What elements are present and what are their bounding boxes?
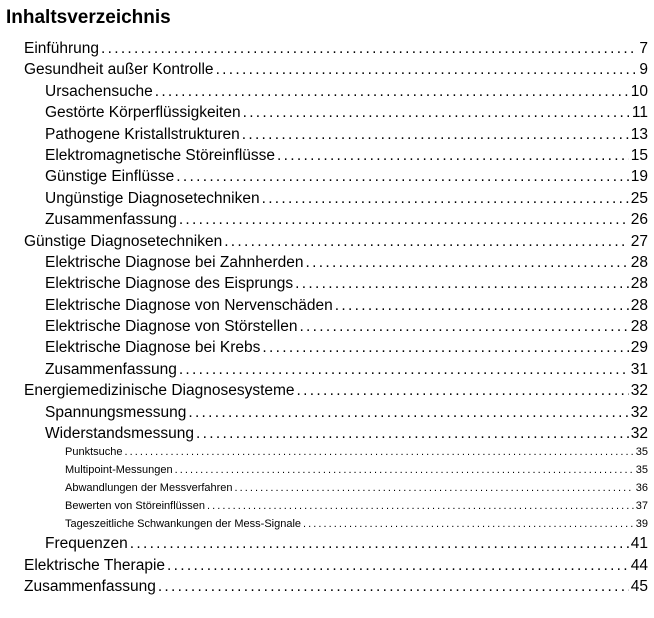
toc-entry-label: Bewerten von Störeinflüssen xyxy=(65,499,206,512)
toc-entry-label: Elektromagnetische Störeinflüsse xyxy=(45,146,276,164)
toc-entry-page-number: 32 xyxy=(630,403,648,421)
toc-entry-label: Pathogene Kristallstrukturen xyxy=(45,125,240,143)
dot-leader xyxy=(277,145,629,166)
dot-leader xyxy=(235,480,634,498)
toc-entry-page-number: 39 xyxy=(635,517,648,530)
toc-entry-label: Punktsuche xyxy=(65,446,123,459)
dot-leader xyxy=(179,209,629,230)
toc-entry-page-number: 37 xyxy=(635,499,648,512)
toc-entry-page-number: 15 xyxy=(630,146,648,164)
dot-leader xyxy=(262,188,629,209)
dot-leader xyxy=(335,295,629,316)
toc-entry[interactable] xyxy=(0,59,654,80)
dot-leader xyxy=(101,38,637,59)
dot-leader xyxy=(155,81,629,102)
dot-leader xyxy=(124,444,633,462)
toc-entry[interactable] xyxy=(0,273,654,294)
toc-entry[interactable] xyxy=(0,316,654,337)
toc-entry[interactable] xyxy=(0,81,654,102)
dot-leader xyxy=(262,337,628,358)
toc-entry[interactable] xyxy=(0,462,654,480)
dot-leader xyxy=(196,423,629,444)
toc-list xyxy=(0,38,654,598)
toc-entry-label: Zusammenfassung xyxy=(45,211,177,229)
toc-entry[interactable] xyxy=(0,38,654,59)
toc-entry-page-number: 41 xyxy=(630,535,648,553)
toc-entry-label: Energiemedizinische Diagnosesysteme xyxy=(24,382,295,400)
dot-leader xyxy=(179,359,629,380)
toc-entry-label: Elektrische Diagnose von Störstellen xyxy=(45,318,298,336)
toc-entry[interactable] xyxy=(0,359,654,380)
dot-leader xyxy=(299,316,628,337)
toc-heading: Inhaltsverzeichnis xyxy=(6,7,171,28)
toc-entry[interactable] xyxy=(0,188,654,209)
toc-entry[interactable] xyxy=(0,145,654,166)
toc-entry-label: Frequenzen xyxy=(45,535,128,553)
toc-entry-label: Elektrische Diagnose bei Krebs xyxy=(45,339,261,357)
toc-entry-page-number: 9 xyxy=(639,61,648,79)
toc-entry-page-number: 44 xyxy=(630,556,648,574)
dot-leader xyxy=(297,380,629,401)
toc-entry-label: Elektrische Diagnose des Eisprungs xyxy=(45,275,294,293)
toc-entry[interactable] xyxy=(0,252,654,273)
dot-leader xyxy=(224,231,629,252)
dot-leader xyxy=(216,59,638,80)
toc-entry[interactable] xyxy=(0,295,654,316)
dot-leader xyxy=(303,516,634,534)
toc-entry-label: Günstige Einflüsse xyxy=(45,168,175,186)
toc-entry[interactable] xyxy=(0,444,654,462)
toc-entry[interactable] xyxy=(0,166,654,187)
toc-entry-page-number: 10 xyxy=(630,82,648,100)
toc-entry-page-number: 32 xyxy=(630,382,648,400)
toc-entry-page-number: 7 xyxy=(639,40,648,57)
toc-entry-page-number: 35 xyxy=(635,446,648,459)
dot-leader xyxy=(207,498,634,516)
toc-entry-page-number: 13 xyxy=(630,125,648,143)
toc-entry-page-number: 36 xyxy=(635,482,648,495)
toc-entry-page-number: 11 xyxy=(631,104,648,122)
dot-leader xyxy=(242,124,629,145)
toc-entry-page-number: 26 xyxy=(630,211,648,229)
toc-entry[interactable] xyxy=(0,231,654,252)
dot-leader xyxy=(243,102,630,123)
toc-entry[interactable] xyxy=(0,480,654,498)
toc-entry-page-number: 45 xyxy=(630,578,648,596)
toc-entry-label: Zusammenfassung xyxy=(45,360,177,378)
toc-entry-page-number: 27 xyxy=(630,232,648,250)
toc-entry-page-number: 28 xyxy=(630,318,648,336)
toc-entry[interactable] xyxy=(0,102,654,123)
toc-entry-label: Gesundheit außer Kontrolle xyxy=(24,61,214,79)
toc-entry[interactable] xyxy=(0,380,654,401)
toc-entry-page-number: 35 xyxy=(635,464,648,477)
toc-entry[interactable] xyxy=(0,516,654,534)
toc-entry-label: Ungünstige Diagnosetechniken xyxy=(45,189,260,207)
toc-entry-label: Multipoint-Messungen xyxy=(65,464,173,477)
dot-leader xyxy=(130,533,629,554)
toc-entry[interactable] xyxy=(0,498,654,516)
dot-leader xyxy=(167,555,629,576)
toc-entry-label: Tageszeitliche Schwankungen der Mess-Signale xyxy=(65,517,302,530)
toc-entry-label: Abwandlungen der Messverfahren xyxy=(65,482,233,495)
toc-entry[interactable] xyxy=(0,402,654,423)
dot-leader xyxy=(306,252,629,273)
toc-entry-page-number: 28 xyxy=(630,296,648,314)
dot-leader xyxy=(188,402,628,423)
toc-entry[interactable] xyxy=(0,555,654,576)
toc-entry[interactable] xyxy=(0,337,654,358)
toc-entry[interactable] xyxy=(0,423,654,444)
toc-entry-label: Gestörte Körperflüssigkeiten xyxy=(45,104,241,122)
dot-leader xyxy=(158,576,629,597)
toc-entry[interactable] xyxy=(0,576,654,597)
dot-leader xyxy=(175,462,634,480)
toc-entry-page-number: 28 xyxy=(630,253,648,271)
dot-leader xyxy=(295,273,629,294)
dot-leader xyxy=(176,166,629,187)
toc-entry-page-number: 29 xyxy=(630,339,648,357)
toc-entry-label: Widerstandsmessung xyxy=(45,425,195,443)
toc-entry-page-number: 19 xyxy=(630,168,648,186)
toc-entry[interactable] xyxy=(0,209,654,230)
toc-entry-label: Spannungsmessung xyxy=(45,403,187,421)
toc-entry[interactable] xyxy=(0,124,654,145)
toc-entry-page-number: 31 xyxy=(630,360,648,378)
toc-entry[interactable] xyxy=(0,533,654,554)
toc-entry-label: Ursachensuche xyxy=(45,82,153,100)
toc-entry-label: Günstige Diagnosetechniken xyxy=(24,232,223,250)
toc-entry-page-number: 28 xyxy=(630,275,648,293)
toc-entry-label: Einführung xyxy=(24,40,99,57)
toc-entry-label: Elektrische Therapie xyxy=(24,556,166,574)
toc-entry-label: Zusammenfassung xyxy=(24,578,156,596)
toc-entry-label: Elektrische Diagnose bei Zahnherden xyxy=(45,253,304,271)
toc-entry-page-number: 25 xyxy=(630,189,648,207)
toc-entry-page-number: 32 xyxy=(630,425,648,443)
toc-entry-label: Elektrische Diagnose von Nervenschäden xyxy=(45,296,333,314)
